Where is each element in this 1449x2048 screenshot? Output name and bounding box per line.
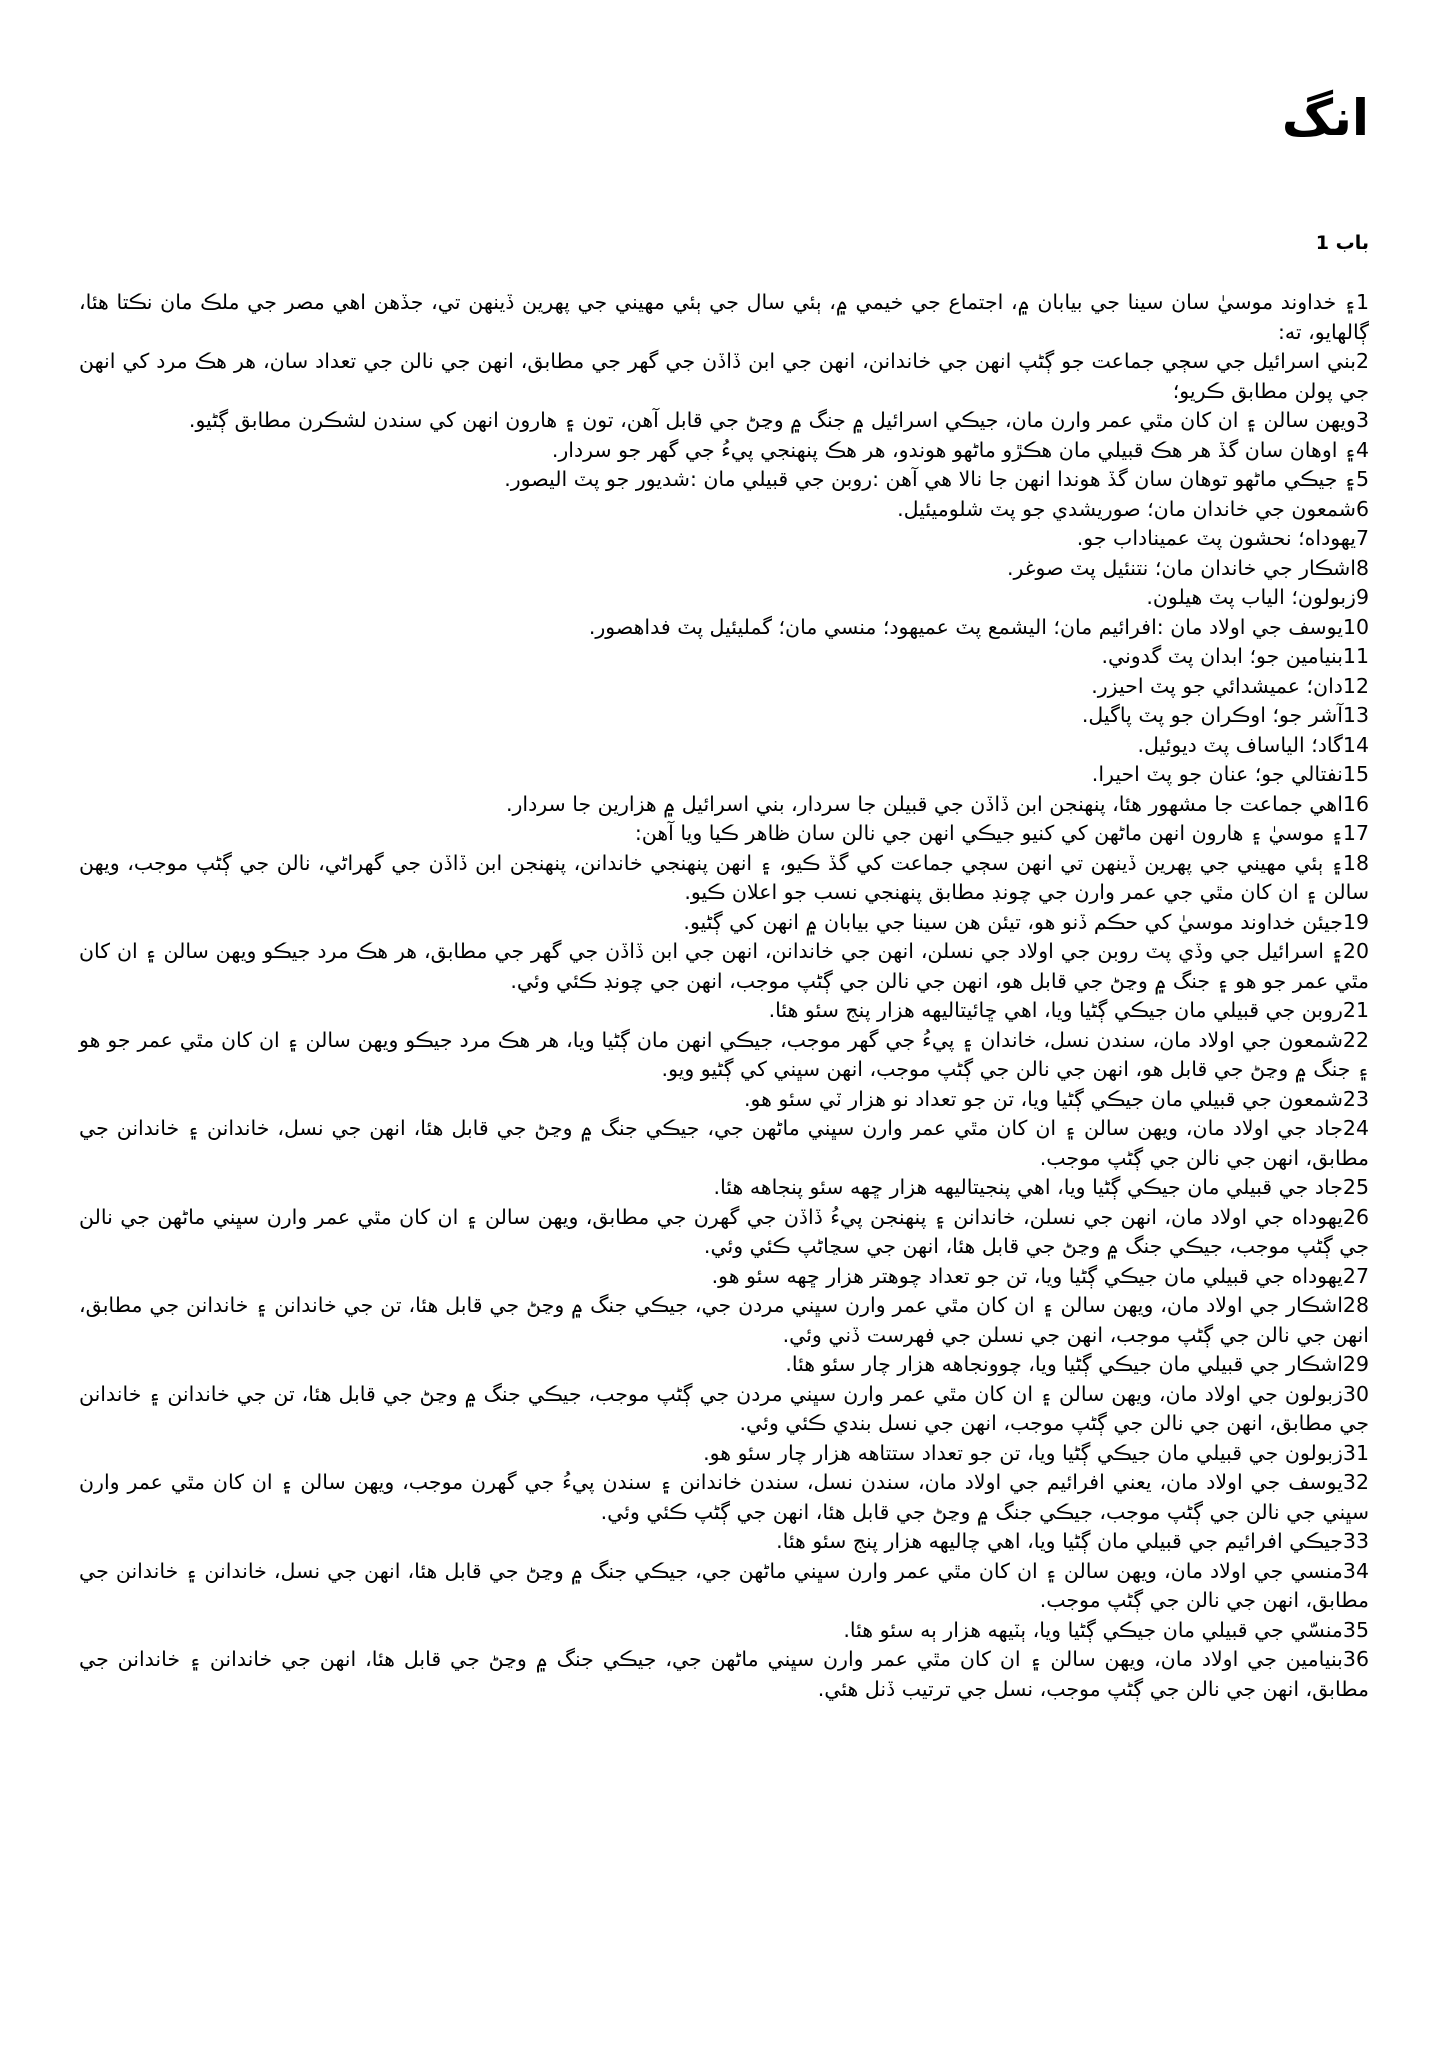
verse-text: منسي جي اولاد مان، ويهن سالن ۽ ان کان مٿي عمر وارن سڀني ماڻهن جي، جيڪي جنگ ۾ وڃڻ جي قابل هئا، انهن جي نسل، خاندانن ۽ خاندانن جي مطابق، انهن جي نالن جي ڳڻپ موجب. — [79, 1558, 1369, 1612]
verse-number: 6 — [1355, 496, 1369, 521]
verse — [79, 790, 1369, 820]
verse — [79, 731, 1369, 761]
verse-number: 24 — [1342, 1116, 1369, 1140]
verse-text: ۽ اوهان سان گڏ هر هڪ قبيلي مان هڪڙو ماڻهو هوندو، هر هڪ پنهنجي پيءُ جي گهر جو سردار. — [551, 437, 1356, 462]
verse-text: آشر جو؛ اوڪران جو پٽ پاگيل. — [1081, 703, 1343, 727]
verse-text: يوسف جي اولاد مان :افرائيم مان؛ اليشمع پٽ عميهود؛ منسي مان؛ گمليئيل پٽ فداهصور. — [588, 614, 1343, 639]
verse — [79, 495, 1369, 525]
verse — [79, 1380, 1369, 1439]
verse — [79, 996, 1369, 1026]
verse-number: 31 — [1342, 1440, 1369, 1465]
verse-list — [79, 288, 1369, 1704]
verse-number: 29 — [1342, 1352, 1369, 1376]
verse-number: 1 — [1355, 290, 1369, 314]
verse — [79, 642, 1369, 672]
verse-text: زبولون؛ الياب پٽ هيلون. — [1146, 585, 1356, 609]
verse-number: 18 — [1342, 850, 1369, 875]
verse — [79, 1026, 1369, 1085]
verse — [79, 849, 1369, 908]
verse — [79, 1114, 1369, 1173]
verse-text: اهي جماعت جا مشهور هئا، پنهنجن ابن ڏاڏن جي قبيلن جا سردار، بني اسرائيل ۾ هزارين جا سردار. — [506, 791, 1343, 816]
verse — [79, 1291, 1369, 1350]
verse-number: 10 — [1342, 614, 1369, 639]
verse-number: 4 — [1355, 437, 1369, 462]
verse — [79, 288, 1369, 347]
verse-text: گاد؛ الياساف پٽ ديوئيل. — [1137, 732, 1343, 757]
verse-text: زبولون جي اولاد مان، ويهن سالن ۽ ان کان مٿي عمر وارن سڀني مردن جي ڳڻپ موجب، جيڪي جنگ ۾ وڃڻ جي قابل هئا، تن جي خاندانن ۽ خاندانن جي مطابق، انهن جي نالن جي ڳڻپ موجب، انهن جي نسل بندي ڪئي وئي. — [79, 1381, 1369, 1435]
verse-number: 33 — [1342, 1529, 1369, 1553]
verse-number: 25 — [1342, 1175, 1369, 1199]
verse-text: بنيامين جو؛ ابدان پٽ گدوني. — [1101, 644, 1343, 668]
verse-number: 23 — [1342, 1086, 1369, 1111]
verse-text: يوسف جي اولاد مان، يعني افرائيم جي اولاد مان، سندن نسل، سندن خاندانن ۽ سندن پيءُ جي گهرن موجب، ويهن سالن ۽ ان کان مٿي عمر وارن سڀني جي نالن جي ڳڻپ موجب، جيڪي جنگ ۾ وڃڻ جي قابل هئا، انهن جي ڳڻپ ڪئي وئي. — [79, 1470, 1369, 1524]
verse-number: 2 — [1355, 349, 1369, 373]
verse-text: ۽ جيڪي ماڻهو توهان سان گڏ هوندا انهن جا نالا هي آهن :روبن جي قبيلي مان :شديور جو پٽ اليصور. — [504, 467, 1356, 491]
verse-text: جاد جي قبيلي مان جيڪي ڳڻيا ويا، اهي پنجيتاليهه هزار ڇهه سئو پنجاهه هئا. — [713, 1175, 1343, 1199]
verse-text: بني اسرائيل جي سڄي جماعت جو ڳڻپ انهن جي خاندانن، انهن جي ابن ڏاڏن جي گهر جي مطابق، انهن جي نالن جي تعداد سان، هر هڪ مرد کي انهن جي پولن مطابق ڪريو؛ — [79, 349, 1369, 403]
verse-number: 30 — [1342, 1381, 1369, 1406]
verse-text: ويهن سالن ۽ ان کان مٿي عمر وارن مان، جيڪي اسرائيل ۾ جنگ ۾ وڃڻ جي قابل آهن، تون ۽ هارون انهن کي سندن لشڪرن مطابق ڳڻيو. — [188, 408, 1356, 432]
verse-number: 11 — [1342, 644, 1369, 668]
verse-text: ۽ موسيٰ ۽ هارون انهن ماڻهن کي کنيو جيڪي انهن جي نالن سان ظاهر ڪيا ويا آهن: — [634, 821, 1343, 845]
verse — [79, 1616, 1369, 1646]
verse-text: نفتالي جو؛ عنان جو پٽ احيرا. — [1091, 762, 1343, 786]
verse — [79, 1203, 1369, 1262]
verse-number: 27 — [1342, 1263, 1369, 1288]
verse — [79, 760, 1369, 790]
verse-text: ۽ خداوند موسيٰ سان سينا جي بيابان ۾، اجتماع جي خيمي ۾، ٻئي سال جي ٻئي مهيني جي پهرين ڏينهن تي، جڏهن اهي مصر جي ملڪ مان نڪتا هئا، ڳالهايو، ته: — [79, 290, 1369, 344]
verse — [79, 1645, 1369, 1704]
verse-number: 21 — [1342, 998, 1369, 1022]
verse-number: 14 — [1342, 732, 1369, 757]
verse — [79, 524, 1369, 554]
verse-text: اشڪار جي خاندان مان؛ نتنئيل پٽ صوغر. — [1006, 555, 1356, 580]
verse-text: اشڪار جي قبيلي مان جيڪي ڳڻيا ويا، چوونجاهه هزار چار سئو هئا. — [785, 1352, 1343, 1376]
verse — [79, 583, 1369, 613]
verse-number: 12 — [1342, 673, 1369, 698]
verse-text: يهوداه جي قبيلي مان جيڪي ڳڻيا ويا، تن جو تعداد چوهتر هزار ڇهه سئو هو. — [711, 1263, 1343, 1288]
verse-number: 9 — [1355, 585, 1369, 609]
verse-text: ۽ ٻئي مهيني جي پهرين ڏينهن تي انهن سڄي جماعت کي گڏ ڪيو، ۽ انهن پنهنجي خاندانن، پنهنجن ابن ڏاڏن جي گهراڻي، نالن جي ڳڻپ موجب، ويهن سالن ۽ ان کان مٿي جي عمر وارن جي چونڊ مطابق پنهنجي نسب جو اعلان ڪيو. — [79, 850, 1369, 904]
verse-text: شمعون جي اولاد مان، سندن نسل، خاندان ۽ پيءُ جي گهر موجب، جيڪي انهن مان ڳڻيا ويا، هر هڪ مرد جيڪو ويهن سالن ۽ ان کان مٿي عمر جو هو ۽ جنگ ۾ وڃڻ جي قابل هو، انهن جي نالن جي ڳڻپ موجب، انهن سڀني کي ڳڻيو ويو. — [79, 1027, 1369, 1081]
verse — [79, 465, 1369, 495]
verse-text: بنيامين جي اولاد مان، ويهن سالن ۽ ان کان مٿي عمر وارن سڀني ماڻهن جي، جيڪي جنگ ۾ وڃڻ جي قابل هئا، انهن جي خاندانن ۽ خاندانن جي مطابق، انهن جي نالن جي ڳڻپ موجب، نسل جي ترتيب ڏنل هئي. — [79, 1647, 1369, 1701]
verse-number: 36 — [1342, 1647, 1369, 1671]
verse — [79, 1468, 1369, 1527]
verse — [79, 1085, 1369, 1115]
verse — [79, 347, 1369, 406]
verse-text: دان؛ عميشدائي جو پٽ احيزر. — [1091, 673, 1343, 698]
verse — [79, 1350, 1369, 1380]
verse-number: 13 — [1342, 703, 1369, 727]
verse-number: 7 — [1355, 526, 1369, 550]
verse-number: 15 — [1342, 762, 1369, 786]
book-title: انگ — [1281, 89, 1369, 147]
verse-number: 32 — [1342, 1470, 1369, 1494]
verse — [79, 613, 1369, 643]
verse — [79, 436, 1369, 466]
verse-text: ۽ اسرائيل جي وڏي پٽ روبن جي اولاد جي نسلن، انهن جي خاندانن، انهن جي ابن ڏاڏن جي گهر جي مطابق، هر هڪ مرد جيڪو ويهن سالن ۽ ان کان مٿي عمر جو هو ۽ جنگ ۾ وڃڻ جي قابل هو، انهن جي نالن جي ڳڻپ موجب، انهن جي چونڊ ڪئي وئي. — [79, 939, 1369, 993]
verse-text: يهوداه جي اولاد مان، انهن جي نسلن، خاندانن ۽ پنهنجن پيءُ ڏاڏن جي گهرن جي مطابق، ويهن سالن ۽ ان کان مٿي عمر وارن سڀني ماڻهن جي نالن جي ڳڻپ موجب، جيڪي جنگ ۾ وڃڻ جي قابل هئا، انهن جي سڃاڻپ ڪئي وئي. — [79, 1204, 1369, 1258]
verse — [79, 406, 1369, 436]
verse — [79, 819, 1369, 849]
chapter-heading: باب 1 — [1315, 232, 1369, 254]
verse-number: 17 — [1342, 821, 1369, 845]
verse-number: 5 — [1355, 467, 1369, 491]
verse-text: منسّي جي قبيلي مان جيڪي ڳڻيا ويا، ٻٽيهه هزار ٻه سئو هئا. — [843, 1617, 1343, 1642]
verse — [79, 1173, 1369, 1203]
verse-number: 20 — [1342, 939, 1369, 963]
verse-text: زبولون جي قبيلي مان جيڪي ڳڻيا ويا، تن جو تعداد ستتاهه هزار چار سئو هو. — [703, 1440, 1343, 1465]
verse-text: اشڪار جي اولاد مان، ويهن سالن ۽ ان کان مٿي عمر وارن سڀني مردن جي، جيڪي جنگ ۾ وڃڻ جي قابل هئا، تن جي خاندانن ۽ خاندانن جي مطابق، انهن جي نالن جي ڳڻپ موجب، انهن جي نسلن جي فهرست ڏني وئي. — [79, 1293, 1369, 1347]
verse-text: جيڪي افرائيم جي قبيلي مان ڳڻيا ويا، اهي چاليهه هزار پنج سئو هئا. — [776, 1529, 1343, 1553]
verse-number: 19 — [1342, 909, 1369, 934]
verse — [79, 701, 1369, 731]
verse-number: 3 — [1355, 408, 1369, 432]
verse — [79, 1262, 1369, 1292]
verse — [79, 1439, 1369, 1469]
verse — [79, 1557, 1369, 1616]
verse — [79, 937, 1369, 996]
verse-text: شمعون جي قبيلي مان جيڪي ڳڻيا ويا، تن جو تعداد نو هزار ٽي سئو هو. — [744, 1086, 1343, 1111]
verse-number: 16 — [1342, 791, 1369, 816]
verse — [79, 908, 1369, 938]
verse-text: شمعون جي خاندان مان؛ صوريشدي جو پٽ شلوميئيل. — [897, 496, 1356, 521]
verse-number: 8 — [1355, 555, 1369, 580]
verse-text: يهوداه؛ نحشون پٽ عميناداب جو. — [1076, 526, 1356, 550]
verse-number: 26 — [1342, 1204, 1369, 1229]
verse-text: روبن جي قبيلي مان جيڪي ڳڻيا ويا، اهي ڇائيتاليهه هزار پنج سئو هئا. — [768, 998, 1343, 1022]
verse-number: 28 — [1342, 1293, 1369, 1317]
verse-text: جاد جي اولاد مان، ويهن سالن ۽ ان کان مٿي عمر وارن سڀني ماڻهن جي، جيڪي جنگ ۾ وڃڻ جي قابل هئا، انهن جي نسل، خاندانن ۽ خاندانن جي مطابق، انهن جي نالن جي ڳڻپ موجب. — [79, 1116, 1369, 1170]
verse-number: 22 — [1342, 1027, 1369, 1052]
verse-number: 34 — [1342, 1558, 1369, 1583]
verse — [79, 1527, 1369, 1557]
verse — [79, 554, 1369, 584]
verse — [79, 672, 1369, 702]
verse-text: جيئن خداوند موسيٰ کي حڪم ڏنو هو، تيئن هن سينا جي بيابان ۾ انهن کي ڳڻيو. — [683, 909, 1343, 934]
verse-number: 35 — [1342, 1617, 1369, 1642]
